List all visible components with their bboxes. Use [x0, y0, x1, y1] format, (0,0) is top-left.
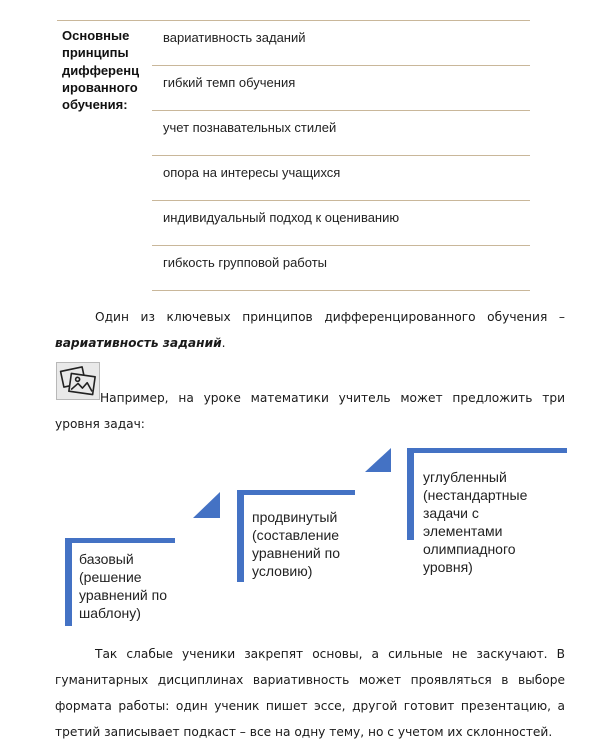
paragraph-text: Например, на уроке математики учитель может предложить три уровня задач:: [55, 391, 565, 431]
step-bar-horizontal-1: [65, 538, 175, 543]
step-bar-vertical-1: [65, 538, 72, 626]
table-header-cell: Основные принципы дифференц ированного обучения:: [62, 28, 140, 113]
step-bar-horizontal-2: [237, 490, 355, 495]
step-label-deep: углубленный (нестандартные задачи с элементами олимпиадного уровня): [423, 469, 528, 575]
table-row: гибкость групповой работы: [152, 246, 530, 291]
step-bar-vertical-2: [237, 490, 244, 582]
table-row: учет познавательных стилей: [152, 111, 530, 156]
levels-staircase-diagram: [55, 440, 575, 640]
paragraph-end: .: [221, 336, 226, 350]
table-row: гибкий темп обучения: [152, 66, 530, 111]
paragraph-key-principle: [55, 304, 565, 356]
step-bar-vertical-3: [407, 448, 414, 540]
paragraph-conclusion: [55, 641, 565, 745]
paragraph-example: [55, 385, 565, 437]
table-row: индивидуальный подход к оцениванию: [152, 201, 530, 246]
step-bar-horizontal-3: [407, 448, 567, 453]
table-row: опора на интересы учащихся: [152, 156, 530, 201]
emphasis-text: вариативность заданий: [55, 336, 222, 350]
step-arrow-1: [193, 492, 220, 518]
step-arrow-2: [365, 448, 391, 472]
paragraph-text: Один из ключевых принципов дифференцированного обучения –: [95, 310, 565, 324]
paragraph-text: Так слабые ученики закрепят основы, а сильные не заскучают. В гуманитарных дисциплинах вариативность может проявляться в выборе формата работы: один ученик пишет эссе, другой готовит презентацию, а третий записывает подкаст – все на одну тему, но с учетом их склонностей.: [55, 647, 565, 739]
step-label-advanced: продвинутый (составление уравнений по условию): [252, 509, 340, 579]
step-label-basic: базовый (решение уравнений по шаблону): [79, 551, 167, 621]
table-row: вариативность заданий: [152, 21, 530, 66]
